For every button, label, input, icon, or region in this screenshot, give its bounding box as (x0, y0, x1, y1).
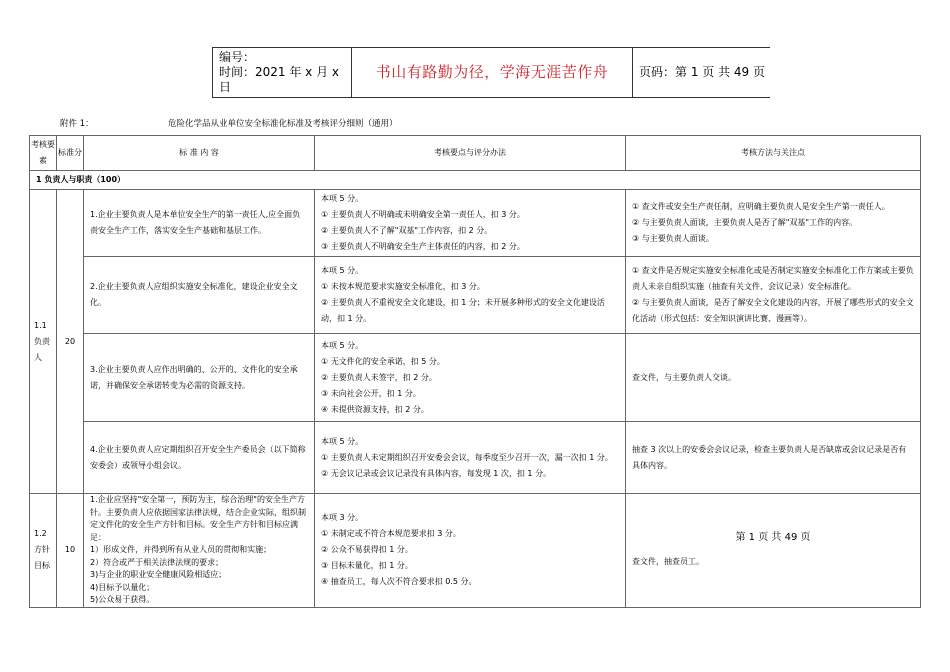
header-motto: 书山有路勤为径，学海无涯苦作舟 (375, 63, 609, 81)
standard-cell: 1.企业主要负责人是本单位安全生产的第一责任人,应全面负责安全生产工作，落实安全生产基础和基层工作。 (84, 190, 315, 257)
score-cell: 20 (57, 190, 84, 494)
standard-cell: 2.企业主要负责人应组织实施安全标准化，建设企业安全文化。 (84, 257, 315, 334)
document-time-label: 时间：2021 年 x 月 x 日 (219, 65, 340, 94)
col-header-item: 考核要素 (30, 136, 57, 171)
document-header (212, 47, 770, 98)
points-cell: 本项 3 分。 ① 未制定或不符合本规范要求扣 3 分。 ② 公众不易获得扣 1 分。 ③ 目标未量化，扣 1 分。 ④ 抽查员工，每人次不符合要求扣 0.5 分。 (315, 494, 626, 608)
standard-cell: 4.企业主要负责人应定期组织召开安全生产委员会（以下简称安委会）或领导小组会议。 (84, 422, 315, 494)
points-cell: 本项 5 分。 ① 无文件化的安全承诺，扣 5 分。 ② 主要负责人未签字，扣 2 分。 ③ 未向社会公开，扣 1 分。 ④ 未提供资源支持，扣 2 分。 (315, 334, 626, 422)
col-header-method: 考核方法与关注点 (626, 136, 921, 171)
points-cell: 本项 5 分。 ① 主要负责人未定期组织召开安委会会议，每季度至少召开一次，漏一次扣 1 分。 ② 无会议记录或会议记录没有具体内容，每发现 1 次，扣 1 分。 (315, 422, 626, 494)
table-row (30, 422, 921, 494)
method-cell: ① 查文件或安全生产责任制，应明确主要负责人是安全生产第一责任人。 ② 与主要负责人面谈，主要负责人是否了解"双基"工作的内容。 ③ 与主要负责人面谈。 (626, 190, 921, 257)
element-cell: 1.2 方针目标 (30, 494, 57, 608)
attachment-title: 危险化学品从业单位安全标准化标准及考核评分细则（通用） (168, 119, 398, 129)
section-row (30, 171, 921, 190)
attachment-label: 附件 1： (60, 119, 94, 129)
page-footer: 第 1 页 共 49 页 (735, 532, 811, 544)
points-cell: 本项 5 分。 ① 未按本规范要求实施安全标准化，扣 3 分。 ② 主要负责人不重视安全文化建设，扣 1 分；未开展多种形式的安全文化建设活动，扣 1 分。 (315, 257, 626, 334)
points-cell: 本项 5 分。 ① 主要负责人不明确或未明确安全第一责任人，扣 3 分。 ② 主要负责人不了解"双基"工作内容，扣 2 分。 ③ 主要负责人不明确安全生产主体责任的内容，扣 2 分。 (315, 190, 626, 257)
table-row (30, 257, 921, 334)
table-row (30, 334, 921, 422)
method-cell: 抽查 3 次以上的安委会会议记录，检查主要负责人是否缺席或会议记录是否有具体内容。 (626, 422, 921, 494)
col-header-standard: 标 准 内 容 (84, 136, 315, 171)
table-header-row (30, 136, 921, 171)
element-cell: 1.1 负责人 (30, 190, 57, 494)
header-page-label: 页码：第 1 页 共 49 页 (632, 48, 770, 97)
table-row (30, 494, 921, 608)
scoring-table (29, 135, 921, 608)
col-header-points: 考核要点与评分办法 (315, 136, 626, 171)
standard-cell: 3.企业主要负责人应作出明确的、公开的、文件化的安全承诺，并确保安全承诺转变为必需的资源支持。 (84, 334, 315, 422)
document-number-label: 编号： (219, 50, 256, 64)
section-title: 1 负责人与职责（100） (30, 171, 921, 190)
standard-cell: 1.企业应坚持"安全第一，预防为主，综合治理"的安全生产方针。主要负责人应依据国家法律法规，结合企业实际，组织制定文件化的安全生产方针和目标。安全生产方针和目标应满足： 1）形成文件，并得到所有从业人员的贯彻和实施； 2）符合或严于相关法律法规的要求； 3)与企业的职业安全健康风险相适应； 4)目标予以量化； 5)公众易于获得。 (84, 494, 315, 608)
header-meta-cell (212, 48, 352, 97)
method-text: 查文件，抽查员工。 (632, 557, 704, 567)
table-row (30, 190, 921, 257)
method-cell: ① 查文件是否规定实施安全标准化或是否制定实施安全标准化工作方案或主要负责人未亲自组织实施（抽查有关文件、会议记录）安全标准化。 ② 与主要负责人面谈，是否了解安全文化建设的内容，开展了哪些形式的安全文化活动（形式包括：安全知识演讲比赛、漫画等）。 (626, 257, 921, 334)
method-cell: 查文件，与主要负责人交谈。 (626, 334, 921, 422)
col-header-score: 标准分 (57, 136, 84, 171)
method-cell (626, 494, 921, 608)
score-cell: 10 (57, 494, 84, 608)
